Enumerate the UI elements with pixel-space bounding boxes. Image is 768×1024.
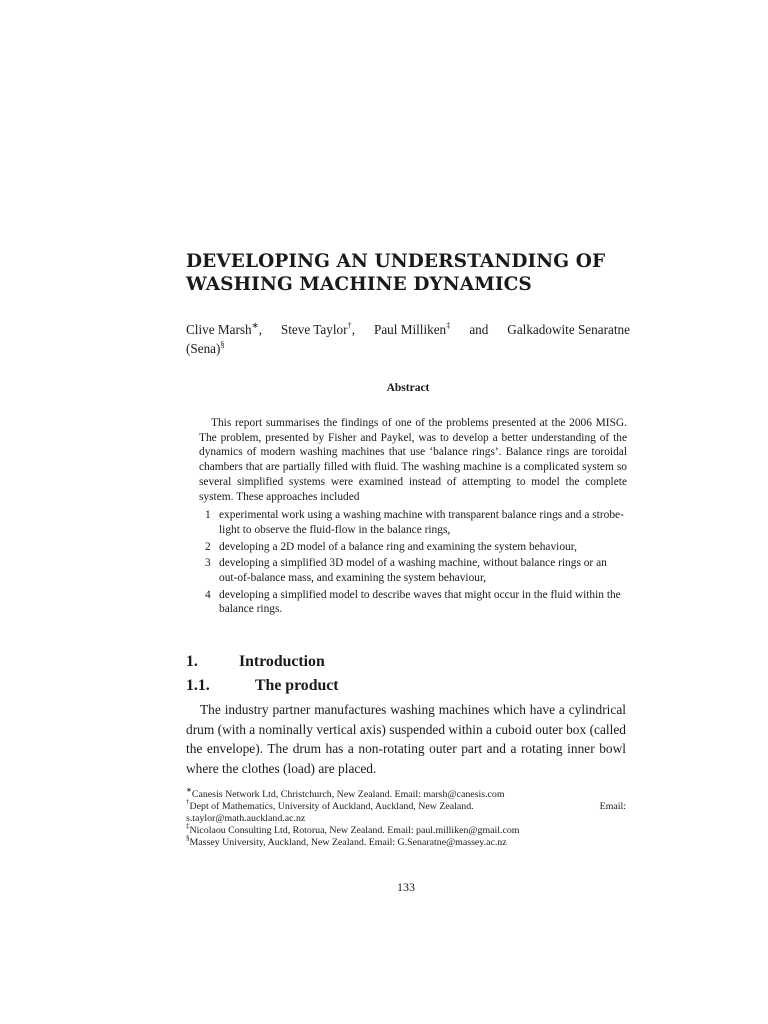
list-item-number: 1 <box>205 509 211 522</box>
author-taylor: Steve Taylor <box>280 322 348 337</box>
title-line-2: WASHING MACHINE DYNAMICS <box>186 274 532 295</box>
list-item-text: developing a simplified 3D model of a washing machine, without balance rings or an out-of-balance mass, and examining the system behaviour, <box>219 557 607 585</box>
list-item-number: 2 <box>205 540 211 553</box>
list-item-text: developing a 2D model of a balance ring and examining the system behaviour, <box>219 540 577 553</box>
author-group-3 <box>374 320 450 339</box>
author-and: and <box>469 322 489 337</box>
author-milliken: Paul Milliken <box>373 322 447 337</box>
section-heading-introduction <box>186 652 325 672</box>
footnote-1-mark: ∗ <box>186 785 192 794</box>
author-senaratne: Galkadowite Senaratne <box>507 322 630 337</box>
footnote-4-text: Massey University, Auckland, New Zealand. Email: G.Senaratne@massey.ac.nz <box>189 837 507 849</box>
author-marsh-mark: ∗ <box>251 319 259 330</box>
footnote-2-label: Email: <box>599 801 626 813</box>
abstract-paragraph: This report summarises the findings of one of the problems presented at the 2006 MISG. The problem, presented by Fisher and Paykel, was to develop a better understanding of the dynamics of modern washing machines that use ‘balance rings’. Balance rings are toroidal chambers that are partially filled with fluid. The washing machine is a complicated system so several simplified systems were examined instead of attempting to model the complete system. These approaches included <box>199 417 627 503</box>
subsection-number: 1.1. <box>186 677 210 694</box>
footnote-2-text: Dept of Mathematics, University of Auckland, Auckland, New Zealand. <box>189 801 474 813</box>
author-separator: , <box>351 322 356 337</box>
author-group-1 <box>186 320 262 339</box>
author-taylor-mark: † <box>347 319 352 330</box>
author-marsh: Clive Marsh <box>186 322 252 337</box>
list-item <box>199 556 627 585</box>
page-number: 133 <box>397 880 415 894</box>
author-group-2 <box>281 320 355 339</box>
footnote-1 <box>186 785 626 801</box>
author-list <box>186 320 630 358</box>
footnote-3 <box>186 821 626 837</box>
list-item-text: experimental work using a washing machine with transparent balance rings and a strobe-light to observe the fluid-flow in the balance rings, <box>219 509 624 536</box>
paper-title <box>186 250 646 296</box>
footnote-2-main <box>186 797 474 813</box>
footnote-2-email: s.taylor@math.auckland.ac.nz <box>186 813 306 825</box>
footnotes <box>186 786 626 849</box>
list-item-number: 4 <box>205 588 211 601</box>
abstract-heading: Abstract <box>386 382 430 394</box>
author-line-2 <box>186 339 630 358</box>
footnote-1-text: Canesis Network Ltd, Christchurch, New Zealand. Email: marsh@canesis.com <box>191 789 505 800</box>
footnote-rule <box>186 786 272 787</box>
section-number: 1. <box>186 653 198 670</box>
list-item-number: 3 <box>205 557 211 570</box>
subsection-heading-product <box>186 676 339 696</box>
footnote-2-mark: † <box>186 797 190 806</box>
approach-list <box>199 508 627 617</box>
author-senaratne-cont: (Sena) <box>186 341 221 356</box>
footnote-4-mark: § <box>186 834 190 843</box>
author-senaratne-mark: § <box>220 338 225 349</box>
section-title: Introduction <box>239 653 325 670</box>
footnote-3-mark: ‡ <box>186 821 190 830</box>
footnote-2 <box>186 797 626 813</box>
list-item <box>199 508 627 537</box>
list-item <box>199 540 627 555</box>
author-line-1 <box>186 320 630 339</box>
list-item-text: developing a simplified model to describe waves that might occur in the fluid within the balance rings. <box>219 588 621 616</box>
title-line-1: DEVELOPING AN UNDERSTANDING OF <box>186 251 606 272</box>
list-item <box>199 588 627 617</box>
subsection-title: The product <box>255 677 339 694</box>
author-milliken-mark: ‡ <box>446 319 451 330</box>
footnote-4 <box>186 834 626 849</box>
author-separator: , <box>258 322 262 337</box>
body-text <box>186 700 626 778</box>
body-paragraph: The industry partner manufactures washing machines which have a cylindrical drum (with a nominally vertical axis) suspended within a cuboid outer box (called the envelope). The drum has a non-rotating outer part and a rotating inner bowl where the clothes (load) are placed. <box>186 702 626 776</box>
footnote-3-text: Nicolaou Consulting Ltd, Rotorua, New Zealand. Email: paul.milliken@gmail.com <box>189 825 520 837</box>
abstract-body <box>199 416 627 619</box>
